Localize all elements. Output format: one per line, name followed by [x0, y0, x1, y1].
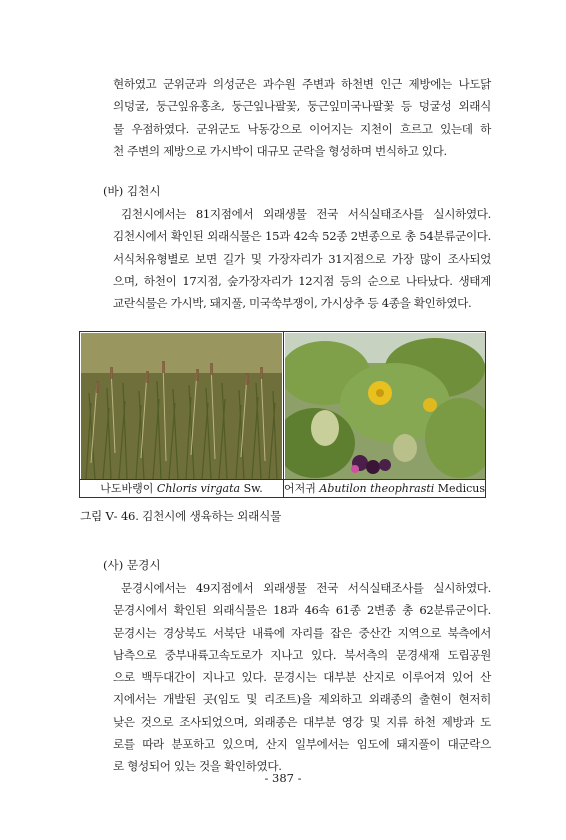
divider — [283, 332, 284, 497]
photo-abutilon-theophrasti — [285, 333, 485, 479]
divider — [80, 479, 485, 480]
text-line: 교란식물은 가시박, 돼지풀, 미국쑥부쟁이, 가시상추 등 4종을 확인하였다. — [113, 296, 472, 311]
text-line: 물 우점하였다. 군위군도 낙동강으로 이어지는 지천이 흐르고 있는데 하 — [113, 121, 491, 136]
caption-scientific-name: Abutilon theophrasti — [319, 482, 435, 495]
text-line: 김천시에서 확인된 외래식물은 15과 42속 52종 2변종으로 총 54분류군이다. — [113, 229, 491, 244]
page-number: - 387 - — [264, 771, 302, 785]
text-line: 으로 백두대간이 지나고 있다. 문경시는 대부분 산지로 이루어져 있어 산 — [113, 670, 491, 685]
caption-author: Sw. — [243, 482, 263, 495]
text-line: 의덩굴, 둥근잎유홍초, 둥근잎나팔꽃, 둥근잎미국나팔꽃 등 덩굴성 외래식 — [113, 99, 491, 114]
figure-title: 그림 Ⅴ- 46. 김천시에 생육하는 외래식물 — [80, 509, 282, 523]
caption-scientific-name: Chloris virgata — [156, 482, 241, 495]
text-line: 천 주변의 제방으로 가시박이 대규모 군락을 형성하며 번식하고 있다. — [113, 143, 447, 158]
figure-plant-photos — [79, 331, 486, 498]
photo-caption-left — [80, 481, 283, 497]
text-line: 로 형성되어 있는 것을 확인하였다. — [113, 759, 282, 774]
caption-korean-name: 어저귀 — [284, 482, 316, 495]
text-line: 현하였고 군위군과 의성군은 과수원 주변과 하천변 인근 제방에는 나도닭 — [113, 77, 491, 91]
text-line: 문경시에서 확인된 외래식물은 18과 46속 61종 2변종 총 62분류군이다. — [113, 603, 491, 618]
text-line: 서식처유형별로 보면 길가 및 가장자리가 31지점으로 가장 많이 조사되었 — [113, 251, 491, 266]
section-heading-gimcheon: (바) 김천시 — [103, 184, 161, 198]
paragraph-continued — [113, 73, 491, 162]
section-heading-mungyeong: (사) 문경시 — [103, 558, 161, 572]
caption-korean-name: 나도바랭이 — [100, 482, 154, 495]
paragraph-gimcheon — [113, 203, 491, 314]
text-line: 지에서는 개발된 곳(임도 및 리조트)을 제외하고 외래종의 출현이 현저히 — [113, 692, 491, 707]
photo-caption-right — [284, 481, 485, 497]
photo-chloris-virgata — [81, 333, 282, 479]
text-line: 김천시에서는 81지점에서 외래생물 전국 서식실태조사를 실시하였다. — [121, 207, 491, 221]
text-line: 문경시에서는 49지점에서 외래생물 전국 서식실태조사를 실시하였다. — [121, 581, 491, 595]
text-line: 낮은 것으로 조사되었으며, 외래종은 대부분 영강 및 지류 하천 제방과 도 — [113, 714, 491, 729]
text-line: 로를 따라 분포하고 있으며, 산지 일부에서는 임도에 돼지풀이 대군락으 — [113, 737, 491, 752]
text-line: 문경시는 경상북도 서북단 내륙에 자리를 잡은 중산간 지역으로 북측에서 — [113, 625, 491, 640]
text-line: 으며, 하천이 17지점, 숲가장자리가 12지점 등의 순으로 나타났다. 생태계 — [113, 273, 491, 288]
paragraph-mungyeong — [113, 577, 491, 778]
text-line: 남측으로 중부내륙고속도로가 지나고 있다. 북서측의 문경새재 도립공원 — [113, 647, 491, 662]
caption-author: Medicus — [437, 482, 486, 495]
